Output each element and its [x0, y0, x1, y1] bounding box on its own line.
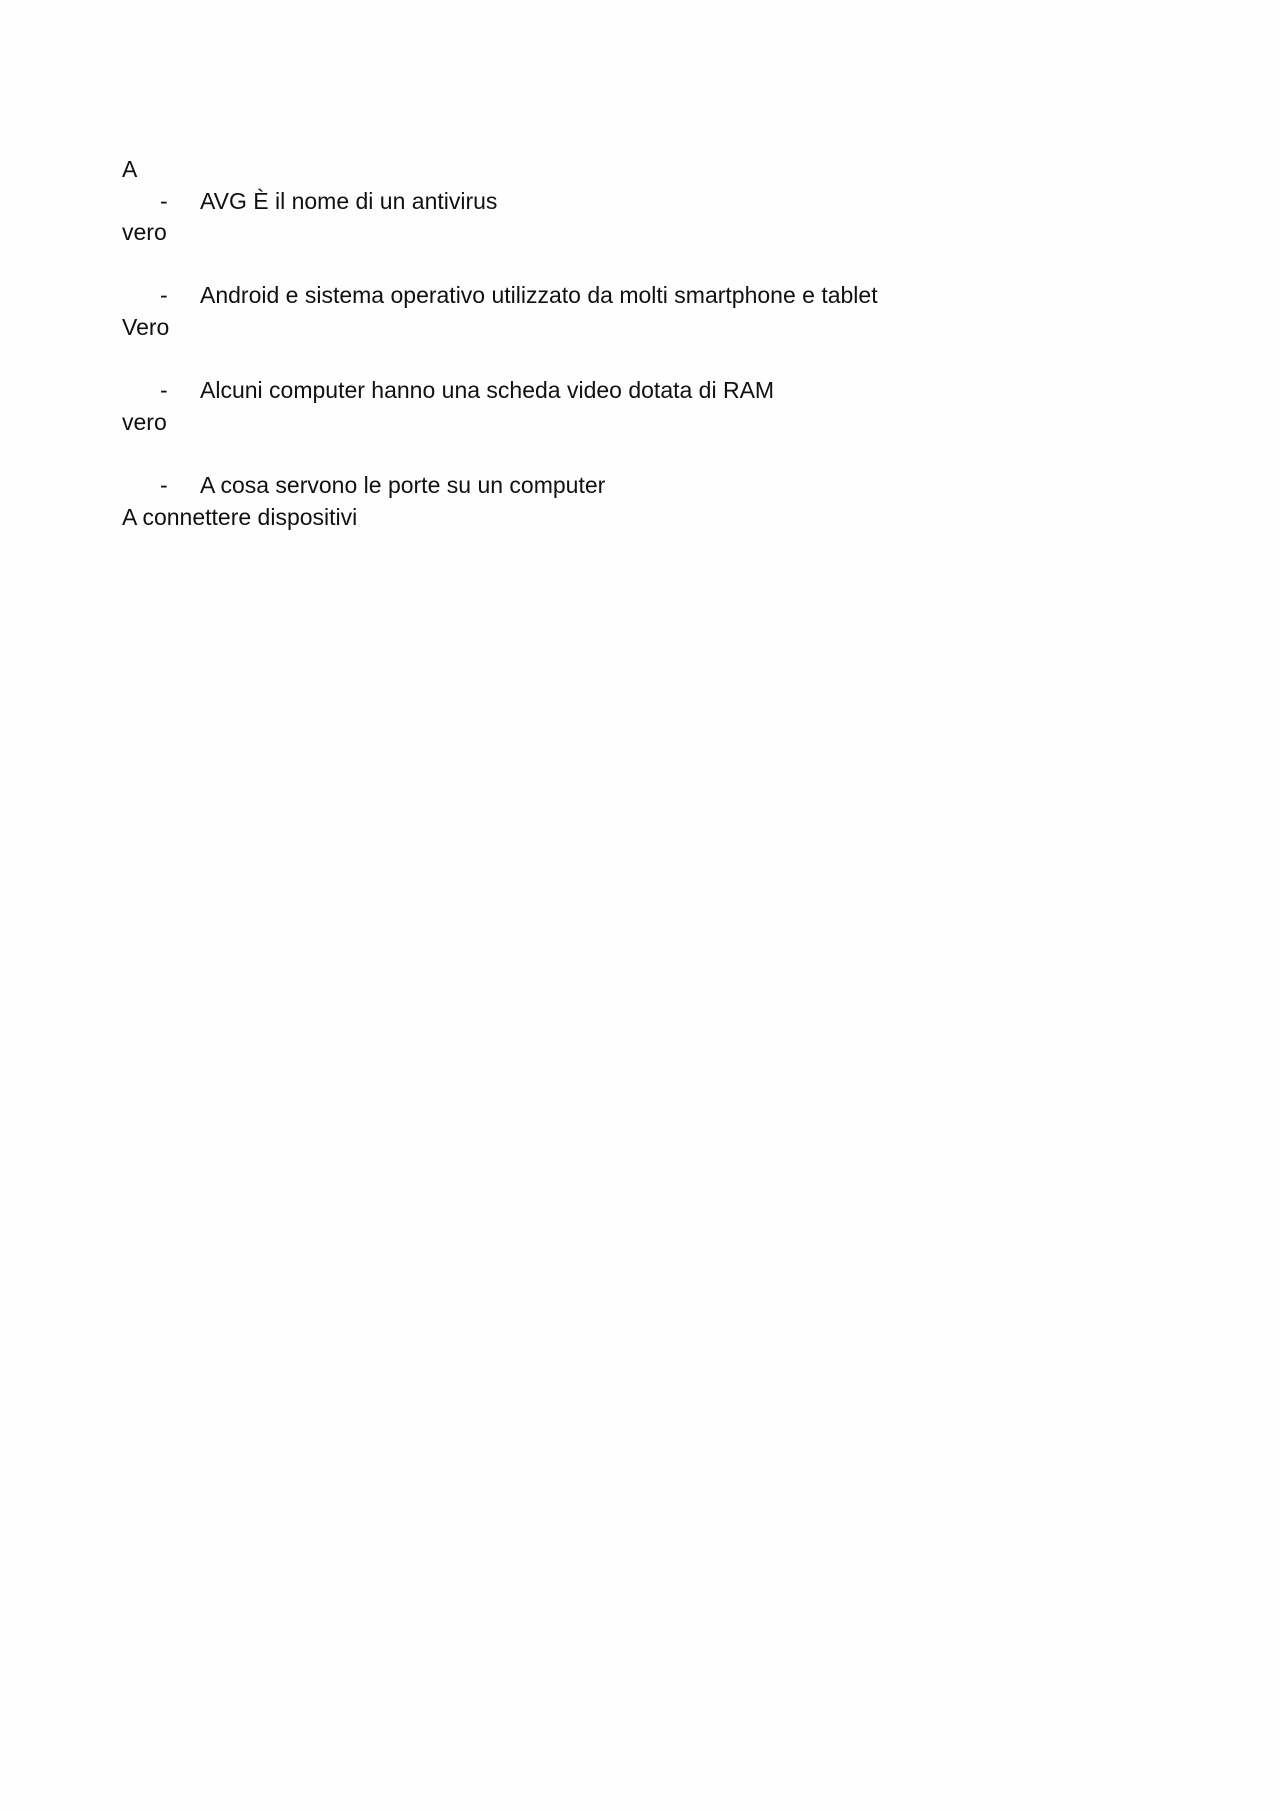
question-text: Android e sistema operativo utilizzato da molti smartphone e tablet	[200, 282, 878, 309]
blank-line	[122, 438, 1152, 470]
question-text: A cosa servono le porte su un computer	[200, 471, 606, 498]
question-text: Alcuni computer hanno una scheda video dotata di RAM	[200, 377, 775, 404]
question-item	[122, 280, 1152, 312]
question-item	[122, 470, 1152, 502]
document-heading: A	[122, 156, 138, 182]
question-item	[122, 375, 1152, 407]
question-text: AVG È il nome di un antivirus	[200, 187, 498, 214]
answer-text: Vero	[122, 313, 170, 340]
answer-text: vero	[122, 219, 167, 246]
bullet-dash: -	[160, 187, 168, 214]
bullet-dash: -	[160, 471, 168, 498]
answer-text: A connettere dispositivi	[122, 503, 358, 530]
bullet-dash: -	[160, 377, 168, 404]
blank-line	[122, 249, 1152, 281]
bullet-dash: -	[160, 282, 168, 309]
document-body	[122, 154, 1152, 533]
blank-line	[122, 344, 1152, 376]
answer-text: vero	[122, 408, 167, 435]
question-item	[122, 186, 1152, 218]
